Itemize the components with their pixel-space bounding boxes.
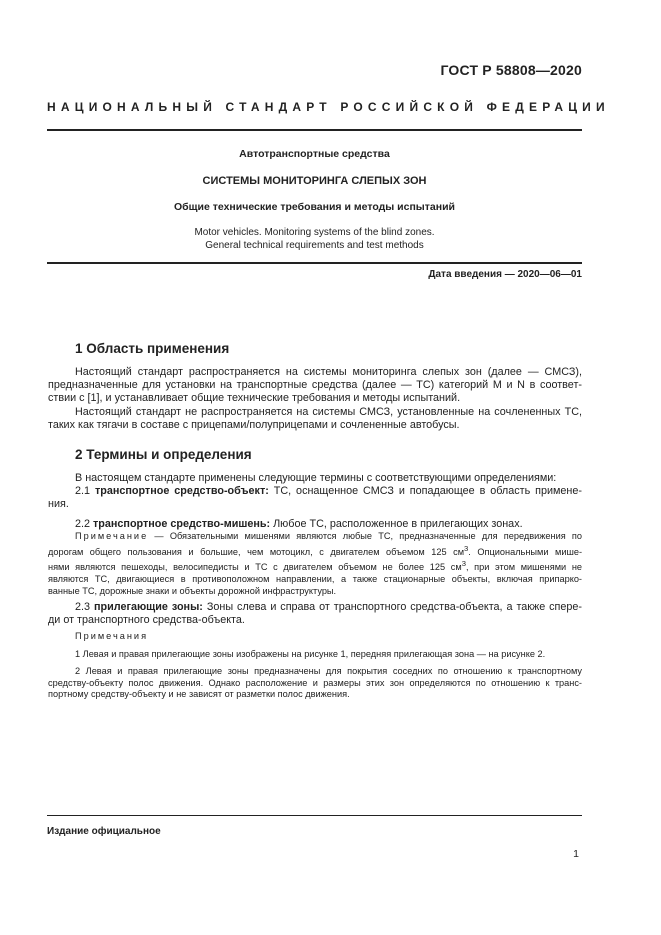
section1-body (48, 366, 582, 432)
term-2-3 (75, 601, 582, 614)
s1-p1-line3: ствии с [1], и устанавливает общие технические требования и методы испытаний. (48, 392, 461, 405)
note-sup-1: 3 (464, 543, 469, 553)
term-2-3-definition-cont: ди от транспортного средства-объекта. (48, 614, 245, 627)
note-text-line3: нями являются пешеходы, велосипедисты и ТС с двигателем объемом не более 125 см (48, 562, 462, 573)
note-text-line2-tail: . Опциональными мише- (468, 546, 582, 557)
notes-label: Примечания (75, 631, 149, 641)
term-2-1-definition: ТС, оснащенное СМСЗ и попадающее в область примене- (273, 485, 582, 498)
title-category: Автотранспортные средства (239, 148, 390, 160)
term-2-1-name: транспортное средство-объект: (94, 485, 269, 498)
introduction-date: Дата введения — 2020—06—01 (428, 269, 582, 280)
title-english-line1: Motor vehicles. Monitoring systems of the blind zones. (194, 227, 435, 238)
term-2-2-note (48, 531, 583, 597)
page-number: 1 (573, 848, 579, 860)
note-sup-2: 3 (461, 559, 466, 569)
national-standard-banner: НАЦИОНАЛЬНЫЙ СТАНДАРТ РОССИЙСКОЙ ФЕДЕРАЦИИ (47, 100, 610, 114)
note-label: Примечание (75, 531, 149, 541)
note-text-line1: — Обязательными мишенями являются любые ТС, предназначенные для передвижения по (154, 531, 582, 541)
term-2-2-number: 2.2 (75, 517, 91, 530)
section2-body (48, 472, 582, 531)
term-2-1-definition-cont: ния. (48, 498, 69, 511)
note-line2 (48, 543, 582, 559)
title-english-line2: General technical requirements and test methods (205, 240, 424, 251)
footer-rule (47, 815, 582, 816)
term-2-1-number: 2.1 (75, 485, 91, 498)
note-2-line3: портному средству-объекту и не зависят от разметки полос движения. (48, 689, 350, 700)
s1-p1-line1: Настоящий стандарт распространяется на системы мониторинга слепых зон (далее — СМСЗ), (75, 366, 582, 378)
term-2-3-notes (48, 631, 582, 701)
title-english (47, 226, 582, 252)
term-2-3-definition: Зоны слева и справа от транспортного средства-объекта, а также спере- (206, 601, 583, 613)
term-2-3-name: прилегающие зоны: (93, 601, 203, 613)
title-subtitle: Общие технические требования и методы испытаний (174, 201, 455, 213)
section2-heading: 2 Термины и определения (75, 447, 252, 462)
title-main: СИСТЕМЫ МОНИТОРИНГА СЛЕПЫХ ЗОН (202, 175, 427, 187)
note-1: 1 Левая и правая прилегающие зоны изображены на рисунке 1, передняя прилегающая зона — на рисунке 2. (75, 648, 546, 659)
note-line3 (48, 558, 582, 574)
s1-p2-line2: таких как тягачи в составе с прицепами/полуприцепами и сочлененные автобусы. (48, 418, 460, 431)
note-2-line1: 2 Левая и правая прилегающие зоны предназначены для покрытия соседних по отношению к транспортному (75, 666, 582, 677)
official-edition: Издание официальное (47, 826, 161, 837)
term-2-3-block (48, 601, 583, 627)
term-2-3-number: 2.3 (75, 601, 91, 613)
term-2-2-name: транспортное средство-мишень: (93, 517, 271, 530)
s2-intro: В настоящем стандарте применены следующие термины с соответствующими определениями: (75, 472, 557, 484)
note-2-line2: средству-объекту полос движения. Однако расположение и размеры этих зон определяются по отношению к транс- (48, 677, 582, 688)
section1-heading: 1 Область применения (75, 341, 230, 356)
note-text-line2: дорогам общего пользования и большие, чем мотоцикл, с двигателем объемом 125 см (48, 546, 465, 557)
note-line5: ванные ТС, дорожные знаки и объекты дорожной инфраструктуры. (48, 585, 337, 596)
s1-p2-line1: Настоящий стандарт не распространяется на системы СМСЗ, установленные на сочлененных ТС, (75, 405, 582, 418)
note-line1 (75, 531, 582, 543)
header-rule (47, 129, 582, 131)
document-number: ГОСТ Р 58808—2020 (440, 62, 582, 78)
note-line4: являются ТС, двигающиеся в противоположном направлении, а также стационарные объекты, включая припарко- (48, 573, 582, 584)
term-2-2-definition: Любое ТС, расположенное в прилегающих зонах. (273, 517, 523, 530)
title-rule (47, 262, 582, 264)
term-2-2 (75, 518, 582, 531)
term-2-1 (75, 485, 582, 498)
s1-p1-line2: предназначенные для установки на транспортные средства (далее — ТС) категорий M и N в соответ- (48, 379, 582, 392)
note-text-line3-tail: , при этом мишенями не (465, 562, 583, 573)
